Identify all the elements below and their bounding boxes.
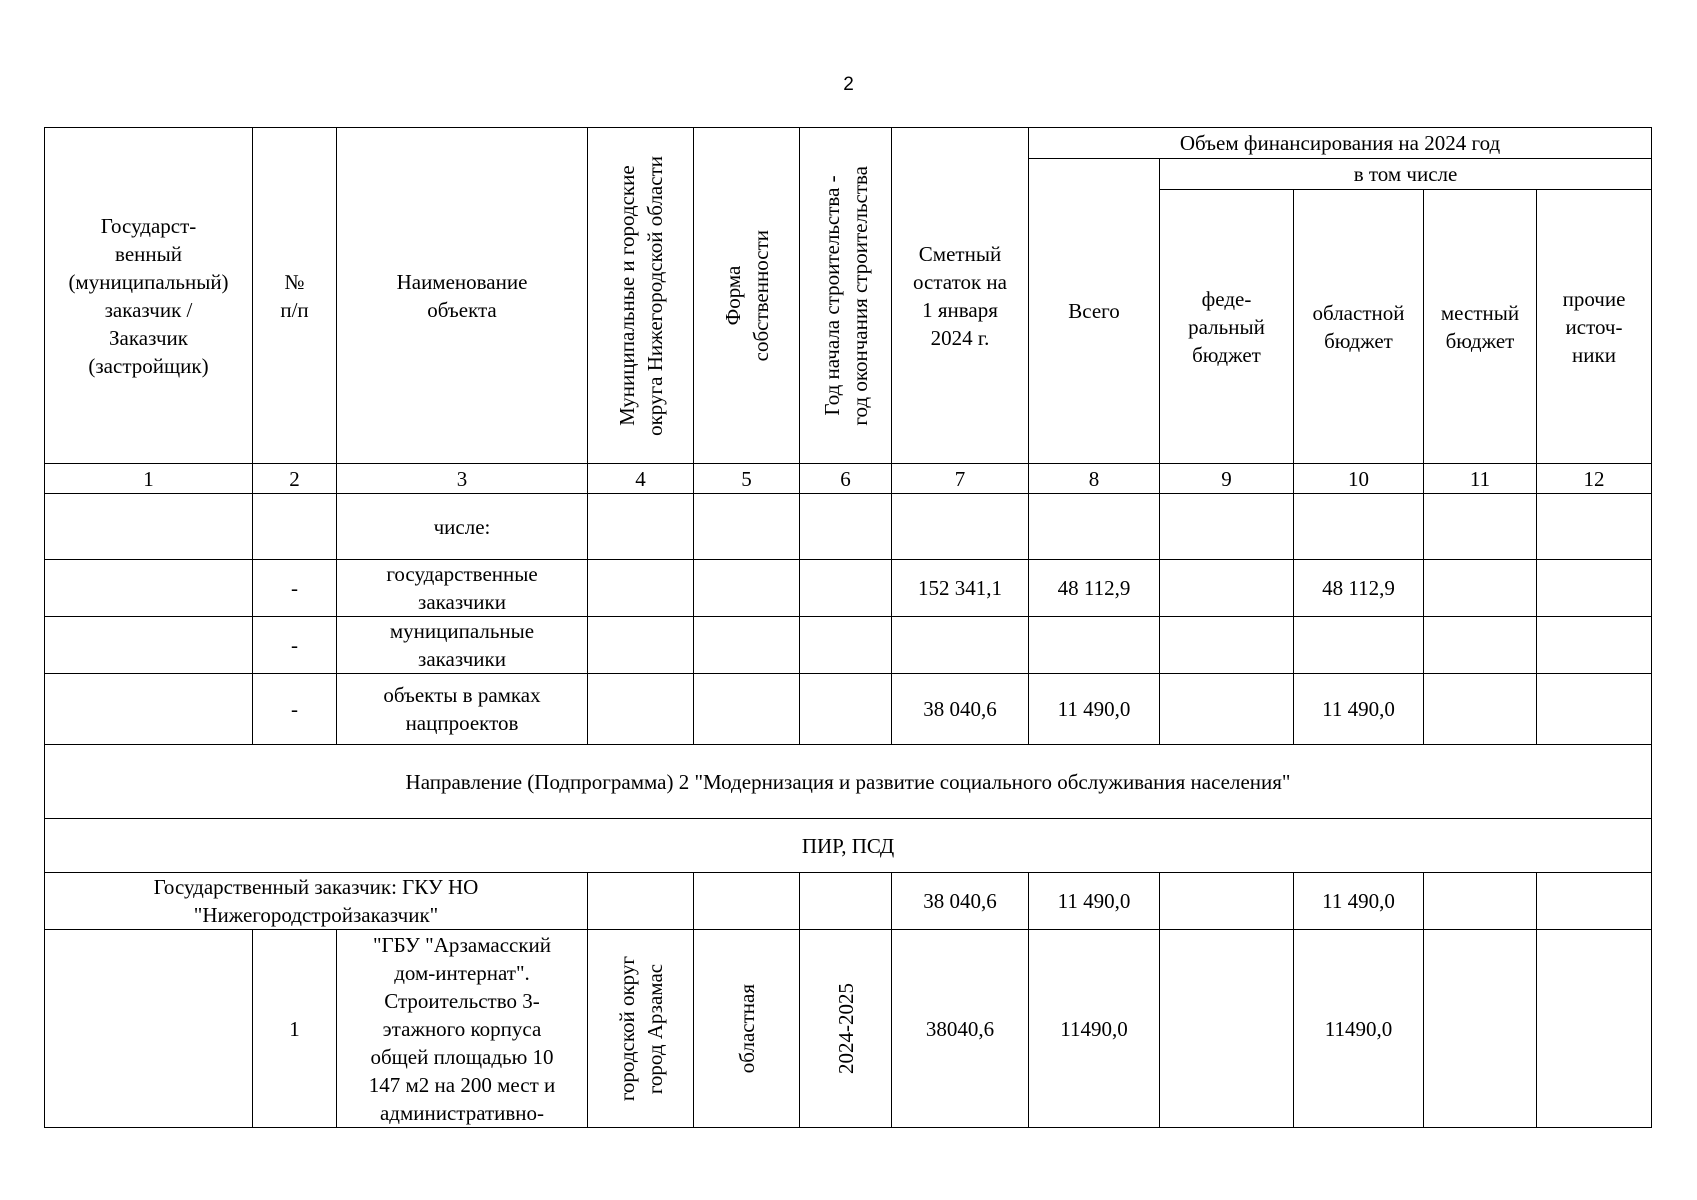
header-number: № п/п <box>253 128 337 464</box>
cell-number <box>253 494 337 560</box>
cell-federal <box>1160 560 1294 617</box>
header-including: в том числе <box>1160 159 1652 190</box>
cell-customer <box>45 674 253 745</box>
cell-number: - <box>253 674 337 745</box>
cell-local <box>1424 617 1537 674</box>
cell-ownership <box>694 617 800 674</box>
cell-federal <box>1160 617 1294 674</box>
cell-district <box>588 873 694 930</box>
cell-estimated-balance: 152 341,1 <box>892 560 1029 617</box>
customer-row <box>45 873 1652 930</box>
cell-object-name: "ГБУ "Арзамасский дом-интернат". Строительство 3- этажного корпуса общей площадью 10 147 м2 на 200 мест и административно- <box>337 930 588 1128</box>
cell-customer <box>45 617 253 674</box>
cell-regional <box>1294 617 1424 674</box>
column-number: 8 <box>1029 464 1160 494</box>
financing-table <box>44 127 1652 1128</box>
cell-district: городской округ город Арзамас <box>588 930 694 1128</box>
cell-local <box>1424 930 1537 1128</box>
cell-federal <box>1160 494 1294 560</box>
cell-local <box>1424 494 1537 560</box>
cell-ownership: областная <box>694 930 800 1128</box>
column-number: 12 <box>1537 464 1652 494</box>
cell-regional: 11490,0 <box>1294 930 1424 1128</box>
column-number: 3 <box>337 464 588 494</box>
cell-ownership <box>694 494 800 560</box>
column-number: 4 <box>588 464 694 494</box>
cell-number: - <box>253 617 337 674</box>
cell-object-name: муниципальные заказчики <box>337 617 588 674</box>
cell-regional <box>1294 494 1424 560</box>
column-numbers-row <box>45 464 1652 494</box>
cell-federal <box>1160 674 1294 745</box>
cell-other <box>1537 494 1652 560</box>
cell-object-name: объекты в рамках нацпроектов <box>337 674 588 745</box>
table-row <box>45 674 1652 745</box>
header-ownership: Форма собственности <box>694 128 800 464</box>
cell-ownership <box>694 873 800 930</box>
customer-label: Государственный заказчик: ГКУ НО "Нижегородстройзаказчик" <box>45 873 588 930</box>
cell-years <box>800 617 892 674</box>
table-row <box>45 617 1652 674</box>
cell-regional: 11 490,0 <box>1294 873 1424 930</box>
header-row-1 <box>45 128 1652 159</box>
cell-regional: 11 490,0 <box>1294 674 1424 745</box>
table-row <box>45 494 1652 560</box>
cell-district <box>588 617 694 674</box>
section-direction-row <box>45 745 1652 819</box>
cell-district <box>588 674 694 745</box>
column-number: 9 <box>1160 464 1294 494</box>
cell-estimated-balance <box>892 617 1029 674</box>
header-regional: областной бюджет <box>1294 190 1424 464</box>
header-customer: Государст- венный (муниципальный) заказчик / Заказчик (застройщик) <box>45 128 253 464</box>
column-number: 11 <box>1424 464 1537 494</box>
cell-object-name: государственные заказчики <box>337 560 588 617</box>
cell-customer <box>45 930 253 1128</box>
object-row <box>45 930 1652 1128</box>
header-total: Всего <box>1029 159 1160 464</box>
cell-district <box>588 560 694 617</box>
cell-object-name: числе: <box>337 494 588 560</box>
cell-regional: 48 112,9 <box>1294 560 1424 617</box>
cell-estimated-balance: 38 040,6 <box>892 873 1029 930</box>
cell-number: - <box>253 560 337 617</box>
header-local: местный бюджет <box>1424 190 1537 464</box>
cell-local <box>1424 560 1537 617</box>
cell-customer <box>45 560 253 617</box>
cell-federal <box>1160 930 1294 1128</box>
cell-number: 1 <box>253 930 337 1128</box>
cell-years: 2024-2025 <box>800 930 892 1128</box>
header-district: Муниципальные и городские округа Нижегородской области <box>588 128 694 464</box>
cell-other <box>1537 873 1652 930</box>
cell-estimated-balance: 38 040,6 <box>892 674 1029 745</box>
section-pir-row <box>45 819 1652 873</box>
column-number: 6 <box>800 464 892 494</box>
page-number: 2 <box>843 74 854 95</box>
cell-years <box>800 560 892 617</box>
cell-local <box>1424 674 1537 745</box>
column-number: 5 <box>694 464 800 494</box>
header-object-name: Наименование объекта <box>337 128 588 464</box>
cell-total: 48 112,9 <box>1029 560 1160 617</box>
cell-other <box>1537 617 1652 674</box>
header-federal: феде- ральный бюджет <box>1160 190 1294 464</box>
cell-years <box>800 494 892 560</box>
column-number: 1 <box>45 464 253 494</box>
column-number: 7 <box>892 464 1029 494</box>
column-number: 10 <box>1294 464 1424 494</box>
cell-total: 11 490,0 <box>1029 873 1160 930</box>
cell-federal <box>1160 873 1294 930</box>
cell-other <box>1537 674 1652 745</box>
cell-total <box>1029 617 1160 674</box>
column-number: 2 <box>253 464 337 494</box>
section-pir: ПИР, ПСД <box>45 819 1652 873</box>
cell-district <box>588 494 694 560</box>
cell-other <box>1537 560 1652 617</box>
cell-years <box>800 873 892 930</box>
cell-years <box>800 674 892 745</box>
cell-ownership <box>694 674 800 745</box>
cell-total: 11 490,0 <box>1029 674 1160 745</box>
cell-estimated-balance: 38040,6 <box>892 930 1029 1128</box>
header-estimated-balance: Сметный остаток на 1 января 2024 г. <box>892 128 1029 464</box>
cell-total <box>1029 494 1160 560</box>
table-row <box>45 560 1652 617</box>
header-other: прочие источ- ники <box>1537 190 1652 464</box>
header-years: Год начала строительства - год окончания строительства <box>800 128 892 464</box>
cell-total: 11490,0 <box>1029 930 1160 1128</box>
header-funding-title: Объем финансирования на 2024 год <box>1029 128 1652 159</box>
section-direction: Направление (Подпрограмма) 2 "Модернизация и развитие социального обслуживания населения" <box>45 745 1652 819</box>
cell-local <box>1424 873 1537 930</box>
cell-other <box>1537 930 1652 1128</box>
cell-estimated-balance <box>892 494 1029 560</box>
cell-customer <box>45 494 253 560</box>
cell-ownership <box>694 560 800 617</box>
